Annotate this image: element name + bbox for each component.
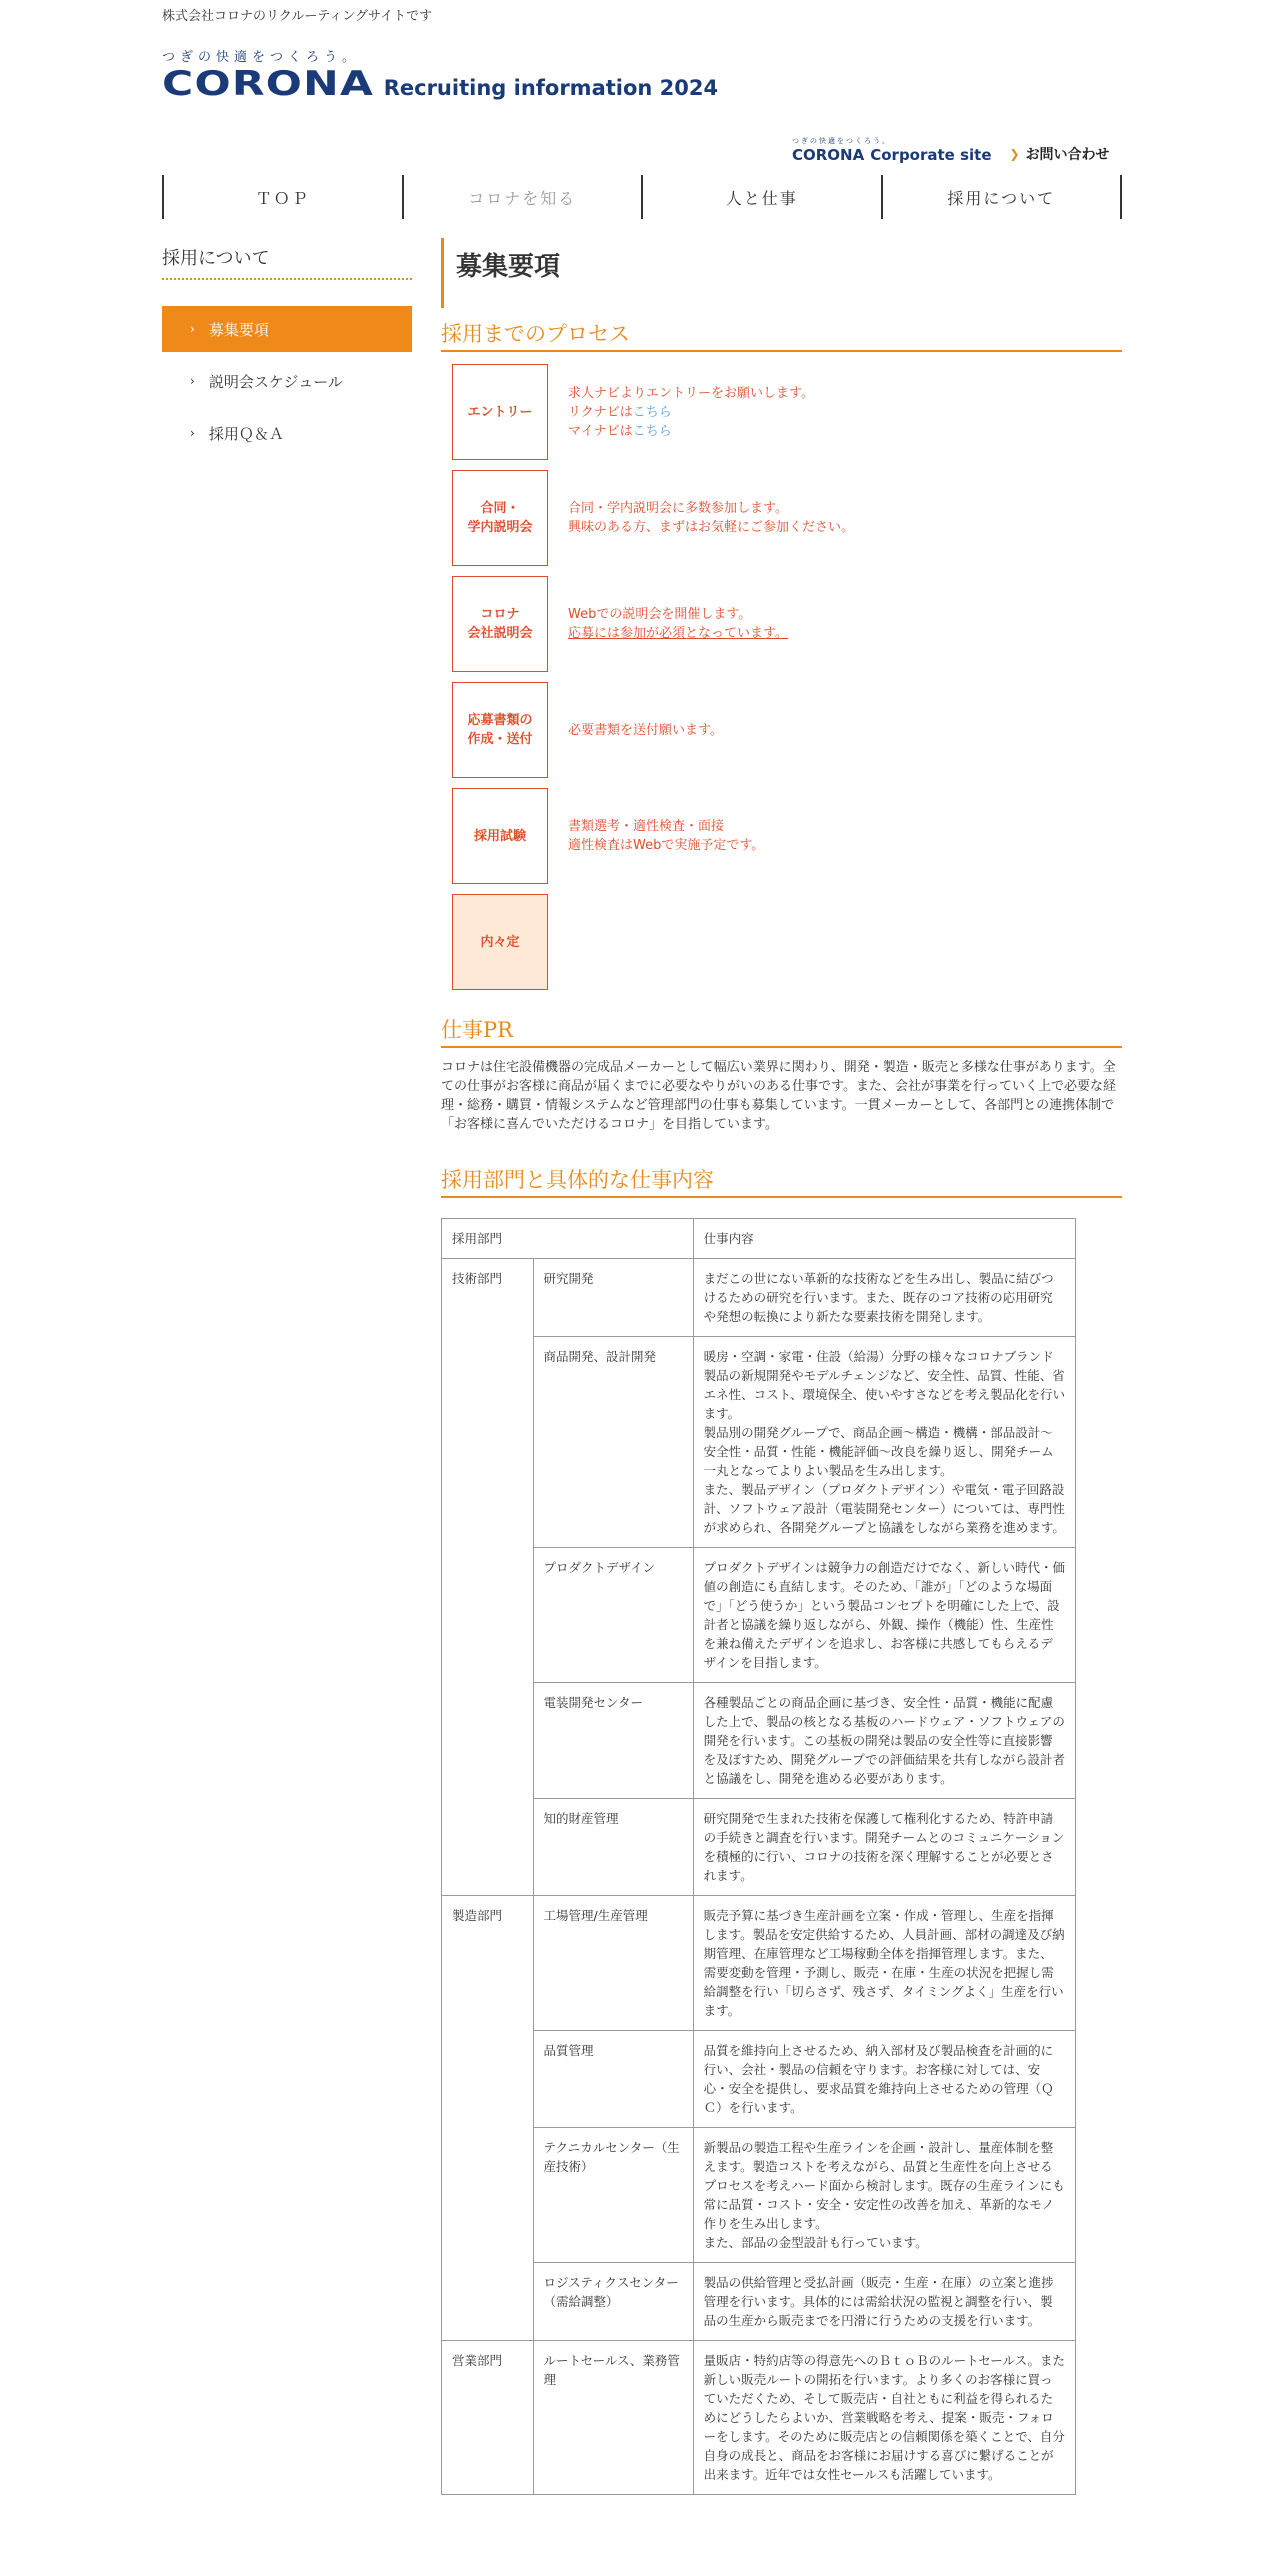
step-text-line: 興味のある方、まずはお気軽にご参加ください。: [568, 520, 855, 535]
step-box: [452, 364, 548, 460]
step-description: [568, 499, 854, 537]
step-text-line: 合同・学内説明会に多数参加します。: [568, 501, 788, 516]
work-cell: 販売予算に基づき生産計画を立案・作成・管理し、生産を指揮します。製品を安定供給するため、人員計画、部材の調達及び納期管理、在庫管理など工場稼動全体を指揮管理します。また、需要変動を管理・予測し、販売・在庫・生産の状況を把握し需給調整を行い「切らさず、残さず、タイミングよく」生産を行います。: [693, 1896, 1075, 2031]
chevron-right-icon: ›: [190, 426, 195, 440]
step-label: コロナ: [480, 607, 520, 622]
step-label: 合同・: [480, 501, 520, 516]
mynavi-link[interactable]: こちら: [632, 423, 672, 439]
work-cell: 製品の供給管理と受払計画（販売・生産・在庫）の立案と進捗管理を行います。具体的には需給状況の監視と調整を行い、製品の生産から販売までを円滑に行うための支援を行います。: [693, 2263, 1075, 2341]
sub-dept-cell: 商品開発、設計開発: [533, 1337, 693, 1548]
step-text-line: 求人ナビよりエントリーをお願いします。: [568, 385, 814, 401]
process-heading: 採用までのプロセス: [441, 318, 1122, 352]
step-label: エントリー: [467, 404, 533, 420]
work-cell: まだこの世にない革新的な技術などを生み出し、製品に結びつけるための研究を行います。また、既存のコア技術の応用研究や発想の転換により新たな要素技術を開発します。: [693, 1259, 1075, 1337]
step-box: [452, 576, 548, 672]
table-row: [442, 1259, 1076, 1337]
rikunabi-link[interactable]: こちら: [632, 404, 672, 420]
step-text-line: Webでの説明会を開催します。: [568, 607, 752, 622]
step-label: 会社説明会: [467, 626, 533, 641]
process-steps: [452, 364, 1122, 990]
step-text-line: リクナビは: [568, 404, 633, 420]
sidebar-list: [162, 306, 412, 456]
sub-dept-cell: 電装開発センター: [533, 1683, 693, 1799]
dept-heading: 採用部門と具体的な仕事内容: [441, 1164, 1122, 1198]
process-step: [452, 576, 1122, 672]
work-cell: 各種製品ごとの商品企画に基づき、安全性・品質・機能に配慮した上で、製品の核となる基板のハードウェア・ソフトウェアの開発を行います。この基板の開発は製品の安全性等に直接影響を及ぼすため、開発グループでの評価結果を共有しながら設計者と協議をし、開発を進める必要があります。: [693, 1683, 1075, 1799]
table-row: [442, 2031, 1076, 2128]
step-box: [452, 894, 548, 990]
work-cell: 研究開発で生まれた技術を保護して権利化するため、特許申請の手続きと調査を行います。開発チームとのコミュニケーションを積極的に行い、コロナの技術を深く理解することが必要とされます。: [693, 1799, 1075, 1896]
step-label: 学内説明会: [467, 520, 533, 535]
contact-link[interactable]: [1010, 144, 1110, 164]
site-logo[interactable]: [162, 46, 719, 104]
sub-dept-cell: 知的財産管理: [533, 1799, 693, 1896]
table-header-work: 仕事内容: [693, 1219, 1075, 1259]
header-links: [792, 136, 1110, 164]
step-box: [452, 682, 548, 778]
step-box: [452, 788, 548, 884]
contact-label: お問い合わせ: [1025, 147, 1110, 163]
step-label: 応募書類の: [467, 713, 533, 728]
nav-people-work[interactable]: 人と仕事: [641, 175, 881, 219]
table-row: [442, 2263, 1076, 2341]
sub-dept-cell: テクニカルセンター（生産技術）: [533, 2128, 693, 2263]
work-cell: 暖房・空調・家電・住設（給湯）分野の様々なコロナブランド製品の新規開発やモデルチェンジなど、安全性、品質、性能、省エネ性、コスト、環境保全、使いやすさなどを考え製品化を行います。 製品別の開発グループで、商品企画～構造・機構・部品設計～安全性・品質・性能・機能評価～改良を繰り返し、開発チーム一丸となってよりよい製品を生み出します。 また、製品デザイン（プロダクトデザイン）や電気・電子回路設計、ソフトウェア設計（電装開発センター）については、専門性が求められ、各開発グループと協議をしながら業務を進めます。: [693, 1337, 1075, 1548]
table-row: [442, 1337, 1076, 1548]
sidebar-item-qa[interactable]: [162, 410, 412, 456]
table-row: [442, 1896, 1076, 2031]
chevron-right-icon: ❯: [1009, 147, 1020, 161]
table-row: [442, 1799, 1076, 1896]
sub-dept-cell: ロジスティクスセンター（需給調整）: [533, 2263, 693, 2341]
global-nav: [162, 175, 1122, 219]
step-text-line: マイナビは: [568, 423, 633, 439]
dept-cell: 製造部門: [442, 1896, 534, 2341]
sub-dept-cell: ルートセールス、業務管理: [533, 2341, 693, 2495]
step-box: [452, 470, 548, 566]
pr-heading: 仕事PR: [441, 1014, 1122, 1048]
logo-slogan: つぎの快適をつくろう。: [162, 50, 361, 65]
dept-cell: 技術部門: [442, 1259, 534, 1896]
sidebar-item-schedule[interactable]: [162, 358, 412, 404]
corporate-site-link[interactable]: [792, 136, 992, 164]
step-text-line: 適性検査はWebで実施予定です。: [568, 838, 765, 853]
work-cell: プロダクトデザインは競争力の創造だけでなく、新しい時代・価値の創造にも直結します。そのため、「誰が」「どのような場面で」「どう使うか」という製品コンセプトを明確にした上で、設計者と協議を繰り返しながら、外観、操作（機能）性、生産性を兼ね備えたデザインを追求し、お客様に共感してもらえるデザインを目指します。: [693, 1548, 1075, 1683]
table-row: [442, 2128, 1076, 2263]
work-cell: 量販店・特約店等の得意先へのＢｔｏＢのルートセールス。また新しい販売ルートの開拓を行います。より多くのお客様に買っていただくため、そして販売店・自社ともに利益を得られるためにどうしたらよいか、営業戦略を考え、提案・販売・フォローをします。そのために販売店との信頼関係を築くことで、自分自身の成長と、商品をお客様にお届けする喜びに繋げることが出来ます。近年では女性セールスも活躍しています。: [693, 2341, 1075, 2495]
step-description: [568, 605, 788, 643]
corp-slogan: つぎの快適をつくろう。: [792, 137, 891, 145]
process-step: [452, 470, 1122, 566]
table-header-dept: 採用部門: [442, 1219, 694, 1259]
dept-table: [441, 1218, 1076, 2495]
corp-wordmark: CORONA: [792, 146, 865, 164]
chevron-right-icon: ›: [190, 322, 195, 336]
process-step: [452, 364, 1122, 460]
corp-site-label: Corporate site: [870, 146, 992, 164]
sub-dept-cell: 工場管理/生産管理: [533, 1896, 693, 2031]
step-label: 作成・送付: [467, 732, 533, 747]
step-text-line: 必要書類を送付願います。: [568, 722, 723, 738]
nav-top[interactable]: ＴＯＰ: [162, 175, 402, 219]
page-title: 募集要項: [441, 238, 1122, 308]
table-row: [442, 1548, 1076, 1683]
step-description: [568, 721, 723, 740]
dept-cell: 営業部門: [442, 2341, 534, 2495]
step-text-line: 応募には参加が必須となっています。: [568, 626, 788, 641]
work-cell: 新製品の製造工程や生産ラインを企画・設計し、量産体制を整えます。製造コストを考えながら、品質と生産性を向上させるプロセスを考えハード面から検討します。既存の生産ラインにも常に品質・コスト・安全・安定性の改善を加え、革新的なモノ作りを生み出します。 また、部品の金型設計も行っています。: [693, 2128, 1075, 2263]
process-step: [452, 682, 1122, 778]
process-step: [452, 894, 1122, 990]
step-text-line: 書類選考・適性検査・面接: [568, 819, 725, 834]
site-tagline: 株式会社コロナのリクルーティングサイトです: [162, 9, 433, 24]
table-row: [442, 2341, 1076, 2495]
process-step: [452, 788, 1122, 884]
logo-wordmark: CORONA: [162, 64, 375, 104]
work-cell: 品質を維持向上させるため、納入部材及び製品検査を計画的に行い、会社・製品の信頼を守ります。お客様に対しては、安心・安全を提供し、要求品質を維持向上させるための管理（ＱＣ）を行います。: [693, 2031, 1075, 2128]
step-description: [568, 384, 814, 441]
sub-dept-cell: 品質管理: [533, 2031, 693, 2128]
sidebar-title: 採用について: [162, 244, 412, 280]
step-label: 採用試験: [473, 828, 526, 844]
pr-text: コロナは住宅設備機器の完成品メーカーとして幅広い業界に関わり、開発・製造・販売と多様な仕事があります。全ての仕事がお客様に商品が届くまでに必要なやりがいのある仕事です。また、会社が事業を行っていく上で必要な経理・総務・購買・情報システムなど管理部門の仕事も募集しています。一貫メーカーとして、各部門との連携体制で「お客様に喜んでいただけるコロナ」を目指しています。: [441, 1060, 1116, 1132]
sidebar-item-requirements[interactable]: [162, 306, 412, 352]
chevron-right-icon: ›: [190, 374, 195, 388]
table-row: [442, 1683, 1076, 1799]
step-description: [568, 817, 764, 855]
table-header-row: [442, 1219, 1076, 1259]
sidebar-item-label: 説明会スケジュール: [208, 372, 343, 391]
sub-dept-cell: プロダクトデザイン: [533, 1548, 693, 1683]
sub-dept-cell: 研究開発: [533, 1259, 693, 1337]
nav-recruit[interactable]: 採用について: [881, 175, 1123, 219]
sidebar-item-label: 募集要項: [208, 320, 269, 339]
logo-subtitle: Recruiting information 2024: [383, 76, 719, 100]
nav-about-corona[interactable]: コロナを知る: [402, 175, 642, 219]
sidebar-item-label: 採用Ｑ＆Ａ: [208, 424, 284, 443]
step-label: 内々定: [480, 934, 520, 950]
main-content: [441, 238, 1122, 2495]
sidebar: [162, 244, 412, 462]
